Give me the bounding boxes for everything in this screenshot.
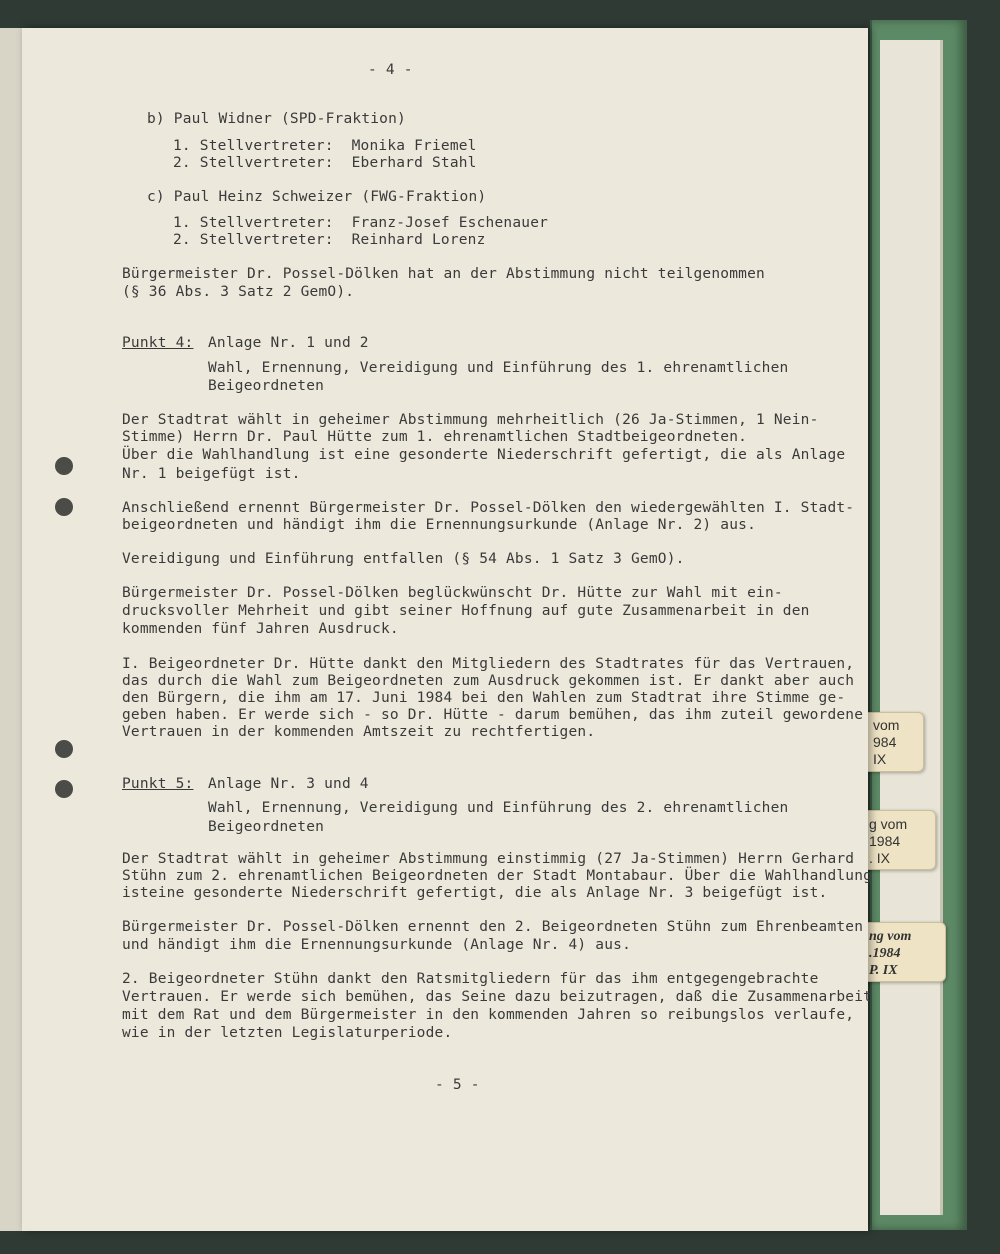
index-tab-3-line-2: .1984 bbox=[869, 946, 901, 961]
binder-underlying-pages bbox=[880, 40, 943, 1215]
item-b-line-1: 1. Stellvertreter: Monika Friemel bbox=[173, 138, 477, 154]
index-tab-2-line-3: . IX bbox=[869, 850, 891, 866]
punkt4-para5-line-3: den Bürgern, die ihm am 17. Juni 1984 bei den Wahlen zum Stadtrat ihre Stimme ge- bbox=[122, 690, 846, 706]
punkt4-para1-line-1: Der Stadtrat wählt in geheimer Abstimmung mehrheitlich (26 Ja-Stimmen, 1 Nein- bbox=[122, 412, 819, 428]
punkt4-para5-line-5: Vertrauen in der kommenden Amtszeit zu rechtfertigen. bbox=[122, 724, 596, 740]
punkt4-para1-line-4: Nr. 1 beigefügt ist. bbox=[122, 466, 301, 482]
punkt5-para3-line-2: Vertrauen. Er werde sich bemühen, das Seine dazu beizutragen, daß die Zusammenarbeit bbox=[122, 989, 873, 1005]
punkt4-para2-line-2: beigeordneten und händigt ihm die Ernennungsurkunde (Anlage Nr. 2) aus. bbox=[122, 517, 757, 533]
punkt5-para3-line-4: wie in der letzten Legislaturperiode. bbox=[122, 1025, 453, 1041]
punkt4-para5-line-4: geben haben. Er werde sich - so Dr. Hütte - darum bemühen, das ihm zuteil gewordene bbox=[122, 707, 864, 723]
punkt4-label: Punkt 4: bbox=[122, 335, 194, 351]
punkt4-para4-line-3: kommenden fünf Jahren Ausdruck. bbox=[122, 621, 399, 637]
item-c-heading: c) Paul Heinz Schweizer (FWG-Fraktion) bbox=[147, 189, 487, 205]
punkt5-para3-line-1: 2. Beigeordneter Stühn dankt den Ratsmitgliedern für das ihm entgegengebrachte bbox=[122, 971, 819, 987]
index-tab-2-line-2: 1984 bbox=[869, 833, 901, 849]
punkt5-title-line-1: Wahl, Ernennung, Vereidigung und Einführung des 2. ehrenamtlichen bbox=[208, 800, 789, 816]
punkt5-para1-line-2: Stühn zum 2. ehrenamtlichen Beigeordneten der Stadt Montabaur. Über die Wahlhandlung bbox=[122, 868, 873, 884]
punkt4-title-line-1: Wahl, Ernennung, Vereidigung und Einführung des 1. ehrenamtlichen bbox=[208, 360, 789, 376]
punkt4-para5-line-2: das durch die Wahl zum Beigeordneten zum Ausdruck gekommen ist. Er dankt aber auch bbox=[122, 673, 855, 689]
punkt4-para3-line-1: Vereidigung und Einführung entfallen (§ 54 Abs. 1 Satz 3 GemO). bbox=[122, 551, 685, 567]
punkt5-para1-line-3: isteine gesonderte Niederschrift gefertigt, die als Anlage Nr. 3 beigefügt ist. bbox=[122, 885, 828, 901]
punkt4-para1-line-3: Über die Wahlhandlung ist eine gesonderte Niederschrift gefertigt, die als Anlage bbox=[122, 447, 846, 463]
page-number-top: - 4 - bbox=[368, 62, 413, 78]
index-tab-2-line-1: g vom bbox=[869, 816, 908, 832]
punkt5-para2-line-2: und händigt ihm die Ernennungsurkunde (Anlage Nr. 4) aus. bbox=[122, 937, 631, 953]
item-c-line-1: 1. Stellvertreter: Franz-Josef Eschenauer bbox=[173, 215, 549, 231]
punkt5-para1-line-1: Der Stadtrat wählt in geheimer Abstimmung einstimmig (27 Ja-Stimmen) Herrn Gerhard bbox=[122, 851, 855, 867]
punkt5-para3-line-3: mit dem Rat und dem Bürgermeister in den kommenden Jahren so reibungslos verlaufe, bbox=[122, 1007, 855, 1023]
index-tab-3 bbox=[858, 922, 946, 982]
abstention-line-2: (§ 36 Abs. 3 Satz 2 GemO). bbox=[122, 284, 355, 300]
index-tab-3-line-3: P. IX bbox=[869, 963, 898, 978]
punkt4-para4-line-2: drucksvoller Mehrheit und gibt seiner Hoffnung auf gute Zusammenarbeit in den bbox=[122, 603, 810, 619]
page-number-bottom: - 5 - bbox=[435, 1077, 480, 1093]
page-left-edge bbox=[0, 28, 22, 1231]
punch-hole bbox=[55, 780, 73, 798]
punkt5-attachment: Anlage Nr. 3 und 4 bbox=[208, 776, 369, 792]
punkt4-attachment: Anlage Nr. 1 und 2 bbox=[208, 335, 369, 351]
punkt4-para4-line-1: Bürgermeister Dr. Possel-Dölken beglückwünscht Dr. Hütte zur Wahl mit ein- bbox=[122, 585, 783, 601]
index-tab-2 bbox=[858, 810, 936, 870]
item-b-heading: b) Paul Widner (SPD-Fraktion) bbox=[147, 111, 406, 127]
punkt4-para1-line-2: Stimme) Herrn Dr. Paul Hütte zum 1. ehrenamtlichen Stadtbeigeordneten. bbox=[122, 429, 748, 445]
punkt4-title-line-2: Beigeordneten bbox=[208, 378, 325, 394]
punch-hole bbox=[55, 498, 73, 516]
punkt5-para2-line-1: Bürgermeister Dr. Possel-Dölken ernennt den 2. Beigeordneten Stühn zum Ehrenbeamten bbox=[122, 919, 864, 935]
punch-hole bbox=[55, 457, 73, 475]
index-tab-3-line-1: ng vom bbox=[869, 929, 912, 944]
punkt4-para2-line-1: Anschließend ernennt Bürgermeister Dr. Possel-Dölken den wiedergewählten I. Stadt- bbox=[122, 500, 855, 516]
punch-hole bbox=[55, 740, 73, 758]
abstention-line-1: Bürgermeister Dr. Possel-Dölken hat an der Abstimmung nicht teilgenommen bbox=[122, 266, 765, 282]
index-tab-1-line-2: 984 bbox=[873, 734, 897, 750]
item-c-line-2: 2. Stellvertreter: Reinhard Lorenz bbox=[173, 232, 486, 248]
index-tab-1-line-1: vom bbox=[873, 717, 900, 733]
index-tab-1-line-3: IX bbox=[873, 751, 887, 767]
punkt4-para5-line-1: I. Beigeordneter Dr. Hütte dankt den Mitgliedern des Stadtrates für das Vertrauen, bbox=[122, 656, 855, 672]
punkt5-label: Punkt 5: bbox=[122, 776, 194, 792]
punkt5-title-line-2: Beigeordneten bbox=[208, 819, 325, 835]
item-b-line-2: 2. Stellvertreter: Eberhard Stahl bbox=[173, 155, 477, 171]
